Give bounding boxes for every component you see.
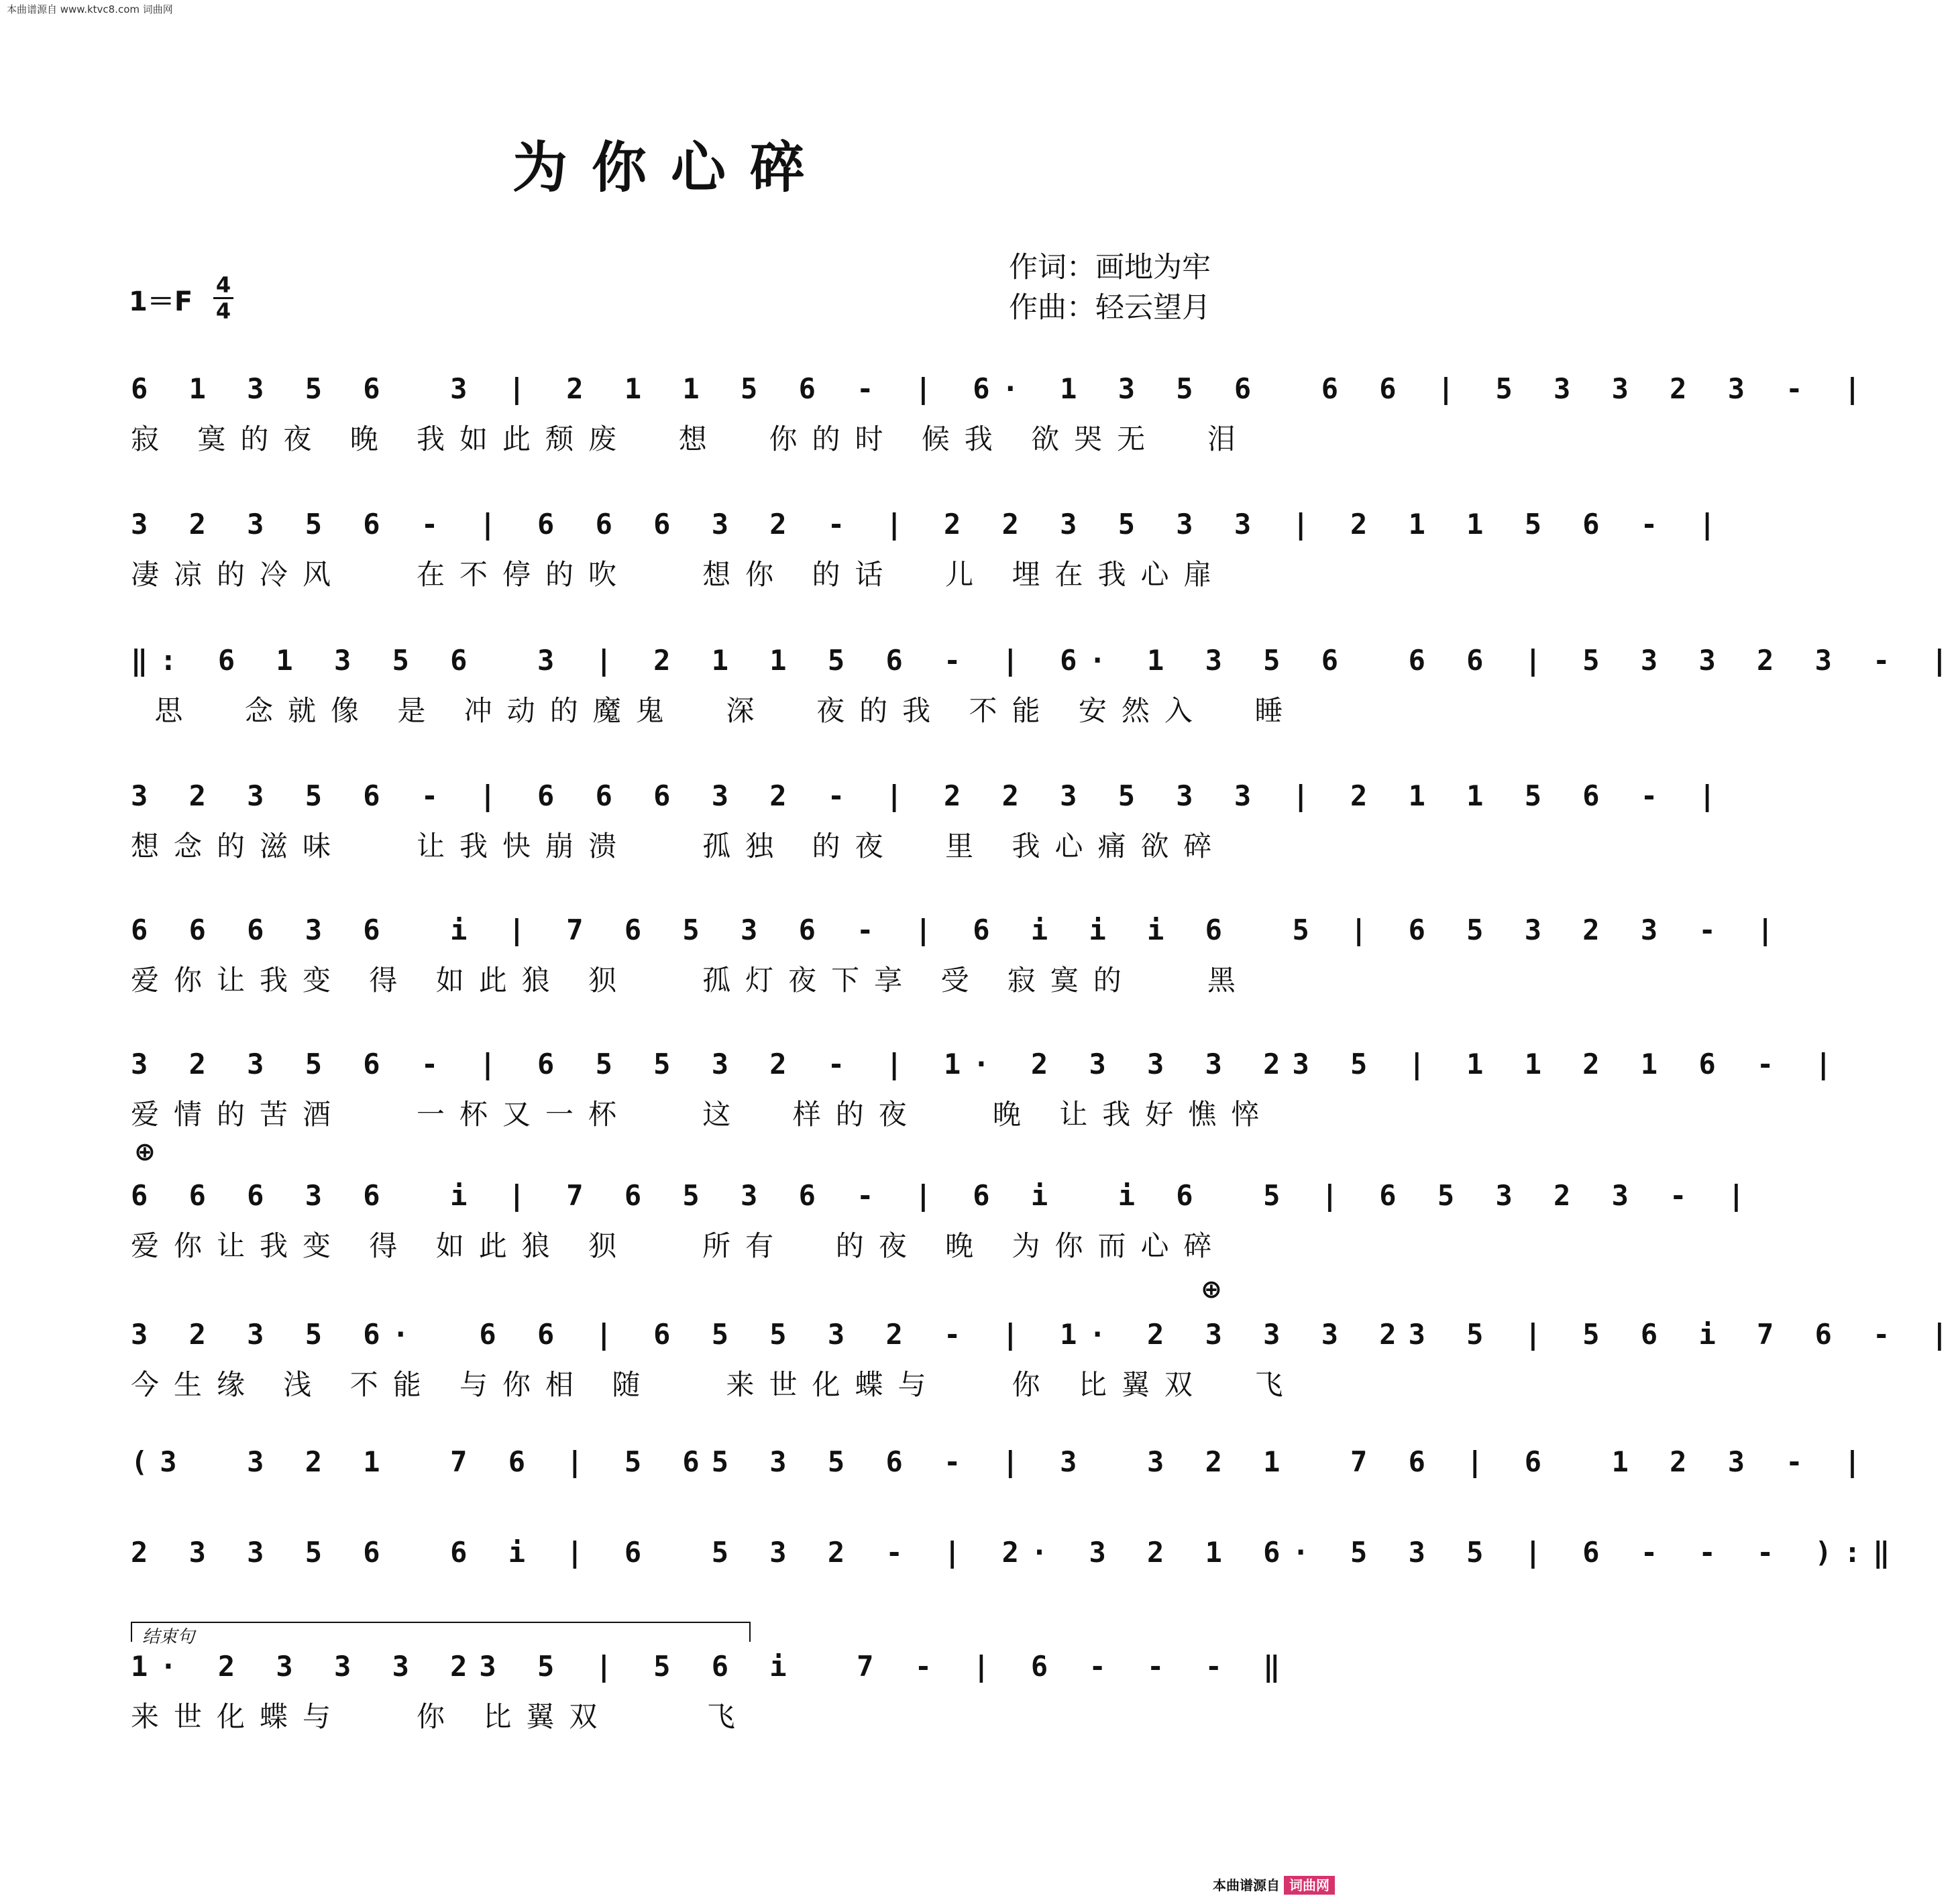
coda-sign-icon: ⊕ — [1201, 1274, 1222, 1304]
notes-line: 6 1 3 5 6 3 | 2 1 1 5 6 - | 6· 1 3 5 6 6 6 | 5 3 3 2 3 - | — [131, 372, 1873, 405]
lyrics-text: 想念的滋味 让我快崩溃 孤独 的夜 里 我心痛欲碎 — [131, 830, 1227, 862]
notes-line: 3 2 3 5 6· 6 6 | 6 5 5 3 2 - | 1· 2 3 3 3 23 5 | 5 6 i 7 6 - | — [131, 1318, 1960, 1351]
footer-source: 本曲谱源自 — [1213, 1877, 1280, 1893]
coda-sign-icon: ⊕ — [134, 1137, 156, 1166]
notes-line: 6 6 6 3 6 i | 7 6 5 3 6 - | 6 i i 6 5 | 6 5 3 2 3 - | — [131, 1179, 1757, 1212]
notes-line: 2 3 3 5 6 6 i | 6 5 3 2 - | 2· 3 2 1 6· 5 3 5 | 6 - - - ):‖ — [131, 1536, 1902, 1569]
notes-line: 6 6 6 3 6 i | 7 6 5 3 6 - | 6 i i i 6 5 | 6 5 3 2 3 - | — [131, 913, 1786, 946]
lyrics-text: 思 念就像 是 冲动的魔鬼 深 夜的我 不能 安然入 睡 — [131, 694, 1298, 727]
time-signature — [213, 274, 233, 323]
notes-line: 3 2 3 5 6 - | 6 5 5 3 2 - | 1· 2 3 3 3 23 5 | 1 1 2 1 6 - | — [131, 1048, 1844, 1080]
key-signature: 1＝F — [129, 286, 193, 317]
source-header: 本曲谱源自 www.ktvc8.com 词曲网 — [7, 3, 173, 15]
notes-line: 1· 2 3 3 3 23 5 | 5 6 i 7 - | 6 - - - ‖ — [131, 1650, 1293, 1683]
ending-bracket — [131, 1622, 751, 1642]
song-title: 为你心碎 — [512, 135, 829, 200]
lyrics-text: 来世化蝶与 你 比翼双 飞 — [131, 1700, 750, 1733]
notes-line: 3 2 3 5 6 - | 6 6 6 3 2 - | 2 2 3 5 3 3 | 2 1 1 5 6 - | — [131, 508, 1728, 541]
lyrics-text: 凄凉的冷风 在不停的吹 想你 的话 儿 埋在我心扉 — [131, 558, 1227, 591]
lyrics-text: 寂 寞的夜 晚 我如此颓废 想 你的时 候我 欲哭无 泪 — [131, 423, 1250, 455]
footer-watermark — [1213, 1875, 1335, 1894]
composer-credit: 作曲：轻云望月 — [1009, 291, 1211, 325]
lyricist-credit: 作词：画地为牢 — [1009, 251, 1211, 284]
notes-line: 3 2 3 5 6 - | 6 6 6 3 2 - | 2 2 3 5 3 3 | 2 1 1 5 6 - | — [131, 779, 1728, 812]
notes-line: (3 3 2 1 7 6 | 5 65 3 5 6 - | 3 3 2 1 7 6 | 6 1 2 3 - | — [131, 1445, 1873, 1478]
lyrics-text: 爱你让我变 得 如此狼 狈 所有 的夜 晚 为你而心碎 — [131, 1229, 1227, 1262]
ending-label: 结束句 — [142, 1627, 195, 1647]
lyrics-text: 爱你让我变 得 如此狼 狈 孤灯夜下享 受 寂寞的 黑 — [131, 964, 1250, 997]
time-signature-bottom: 4 — [215, 298, 231, 324]
footer-site-logo[interactable]: 词曲网 — [1284, 1876, 1335, 1895]
notes-line: ‖: 6 1 3 5 6 3 | 2 1 1 5 6 - | 6· 1 3 5 6 6 6 | 5 3 3 2 3 - | — [131, 644, 1960, 677]
lyrics-text: 今生缘 浅 不能 与你相 随 来世化蝶与 你 比翼双 飞 — [131, 1368, 1298, 1401]
lyrics-text: 爱情的苦酒 一杯又一杯 这 样的夜 晚 让我好憔悴 — [131, 1098, 1274, 1131]
time-signature-top: 4 — [215, 272, 231, 298]
